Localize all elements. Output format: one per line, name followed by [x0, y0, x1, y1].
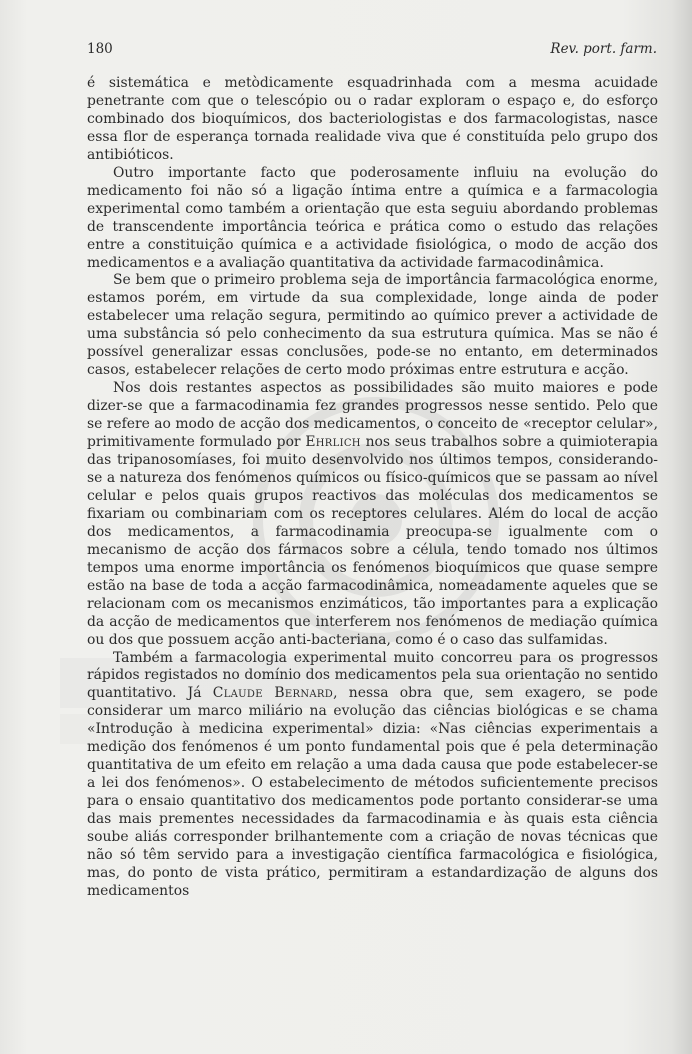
paragraph-4-part-1: Nos dois restantes aspectos as possibilidades são muito maiores e pode dizer-se que a farmacodinamia fez grandes progressos nesse sentido. Pelo que se refere ao modo de acção dos medicamentos, o conceito de «receptor celular», primitivamente formulado por	[87, 380, 658, 451]
author-name-ehrlich: Ehrlich	[305, 434, 361, 451]
author-name-claude-bernard: Claude Bernard	[212, 685, 334, 702]
paragraph-3: Se bem que o primeiro problema seja de importância farmacológica enorme, estamos porém, em virtude da sua complexidade, longe ainda de poder estabelecer uma relação segura, permitindo ao químico prever a actividade de uma substância só pelo conhecimento da sua estrutura química. Mas se não é possível generalizar essas conclusões, pode-se no entanto, em determinados casos, estabelecer relações de certo modo próximas entre estrutura e acção.	[87, 272, 658, 379]
paragraph-2: Outro importante facto que poderosamente influiu na evolução do medicamento foi não só a ligação íntima entre a química e a farmacologia experimental como também a orientação que esta seguiu abordando problemas de transcendente importância teórica e prática como o estudo das relações entre a constituição química e a actividade fisiológica, o modo de acção dos medicamentos e a avaliação quantitativa da actividade farmacodinâmica.	[87, 164, 658, 271]
paragraph-4-part-2: nos seus trabalhos sobre a quimioterapia das tripanosomíases, foi muito desenvolvido nos últimos tempos, considerando-se a natureza dos fenómenos químicos ou físico-químicos que se passam ao nível celular e pelos quais grupos reactivos das moléculas dos medicamentos se fixariam ou combinariam com os receptores celulares. Além do local de acção dos medicamentos, a farmacodinamia preocupa-se igualmente com o mecanismo de acção dos fármacos sobre a célula, tendo tomado nos últimos tempos uma enorme importância os fenómenos bioquímicos que quase sempre estão na base de toda a acção farmacodinâmica, nomeadamente aqueles que se relacionam com os mecanismos enzimáticos, tão importantes para a explicação da acção de medicamentos que interferem nos fenómenos de mediação química ou dos que possuem acção anti-bacteriana, como é o caso das sulfamidas.	[87, 434, 658, 648]
paragraph-1: é sistemática e metòdicamente esquadrinhada com a mesma acuidade penetrante com que o telescópio ou o radar exploram o espaço e, do esforço combinado dos bioquímicos, dos bacteriologistas e dos farmacologistas, nasce essa flor de esperança tornada realidade viva que é constituída pelo grupo dos antibióticos.	[87, 75, 658, 163]
paragraph-5-part-1: Também a farmacologia experimental muito concorreu para os progressos rápidos registados no domínio dos medicamentos pela sua orientação no sentido quantitativo. Já	[87, 649, 658, 702]
page-number: 180	[87, 41, 113, 57]
running-header	[87, 41, 657, 61]
paragraph-5-part-2: , nessa obra que, sem exagero, se pode considerar um marco miliário na evolução das ciências biológicas e se chama «Introdução à medicina experimental» dizia: «Nas ciências experimentais a medição dos fenómenos é um ponto fundamental pois que é pela determinação quantitativa de um efeito em relação a uma dada causa que pode estabelecer-se a lei dos fenómenos». O estabelecimento de métodos suficientemente precisos para o ensaio quantitativo dos medicamentos pode portanto considerar-se uma das mais prementes necessidades da farmacodinamia e às quais esta ciência soube aliás corresponder brilhantemente com a criação de novas técnicas que não só têm servido para a investigação científica farmacológica e fisiológica, mas, do ponto de vista prático, permitiram a estandardização de alguns dos medicamentos	[87, 685, 658, 899]
journal-title: Rev. port. farm.	[550, 41, 657, 57]
article-body	[87, 75, 658, 901]
paragraph-5	[87, 650, 658, 901]
paragraph-4	[87, 380, 658, 649]
